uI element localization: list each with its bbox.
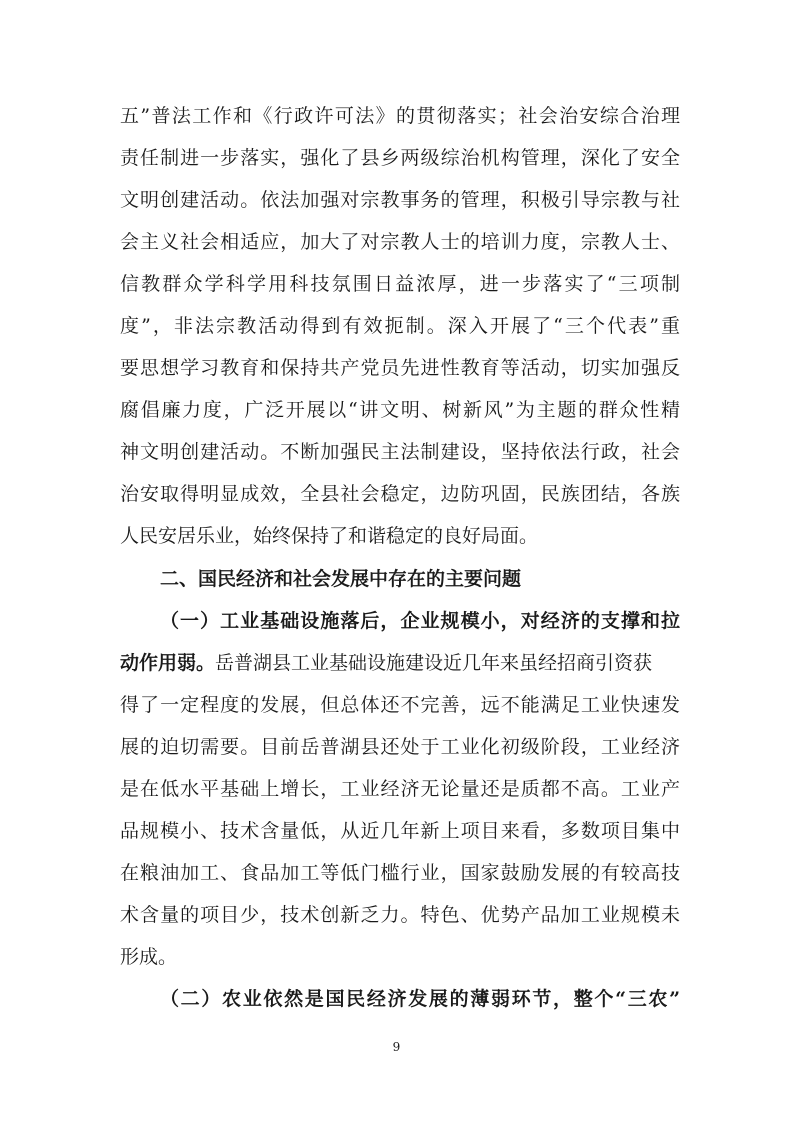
- paragraph-line: 责任制进一步落实，强化了县乡两级综治机构管理，深化了安全: [120, 147, 680, 169]
- paragraph-line: 品规模小、技术含量低，从近几年新上项目来看，多数项目集中: [120, 820, 680, 842]
- subsection-title: （一）工业基础设施落后，企业规模小，对经济的支撑和拉: [160, 610, 680, 632]
- paragraph-line: 度”，非法宗教活动得到有效扼制。深入开展了“三个代表”重: [120, 315, 680, 337]
- paragraph-line: 文明创建活动。依法加强对宗教事务的管理，积极引导宗教与社: [120, 189, 680, 211]
- paragraph-line: 得了一定程度的发展，但总体还不完善，远不能满足工业快速发: [120, 694, 680, 716]
- section-heading: 二、国民经济和社会发展中存在的主要问题: [160, 568, 522, 590]
- paragraph-line: 是在低水平基础上增长，工业经济无论量还是质都不高。工业产: [120, 778, 680, 800]
- paragraph-line: 术含量的项目少，技术创新乏力。特色、优势产品加工业规模未: [120, 904, 680, 926]
- paragraph-line: 展的迫切需要。目前岳普湖县还处于工业化初级阶段，工业经济: [120, 736, 680, 758]
- paragraph-line: 在粮油加工、食品加工等低门槛行业，国家鼓励发展的有较高技: [120, 862, 680, 884]
- subsection-body-start: 岳普湖县工业基础设施建设近几年来虽经招商引资获: [215, 652, 653, 674]
- paragraph-line: 腐倡廉力度，广泛开展以“讲文明、树新风”为主题的群众性精: [120, 399, 680, 421]
- paragraph-line: 治安取得明显成效，全县社会稳定，边防巩固，民族团结，各族: [120, 483, 680, 505]
- page-number: 9: [392, 1040, 401, 1054]
- paragraph-line: 人民安居乐业，始终保持了和谐稳定的良好局面。: [120, 525, 539, 547]
- paragraph-line: 信教群众学科学用科技氛围日益浓厚，进一步落实了“三项制: [120, 273, 680, 295]
- paragraph-line: 形成。: [120, 946, 178, 968]
- paragraph-line: 五”普法工作和《行政许可法》的贯彻落实；社会治安综合治理: [120, 105, 680, 127]
- subsection-title: （二）农业依然是国民经济发展的薄弱环节，整个“三农”: [160, 988, 680, 1010]
- subsection-title-end: 动作用弱。: [120, 652, 216, 674]
- paragraph-line: 神文明创建活动。不断加强民主法制建设，坚持依法行政，社会: [120, 441, 680, 463]
- paragraph-line: 要思想学习教育和保持共产党员先进性教育等活动，切实加强反: [120, 357, 680, 379]
- paragraph-line: 会主义社会相适应，加大了对宗教人士的培训力度，宗教人士、: [120, 231, 680, 253]
- subsection-title-continuation: [120, 643, 680, 683]
